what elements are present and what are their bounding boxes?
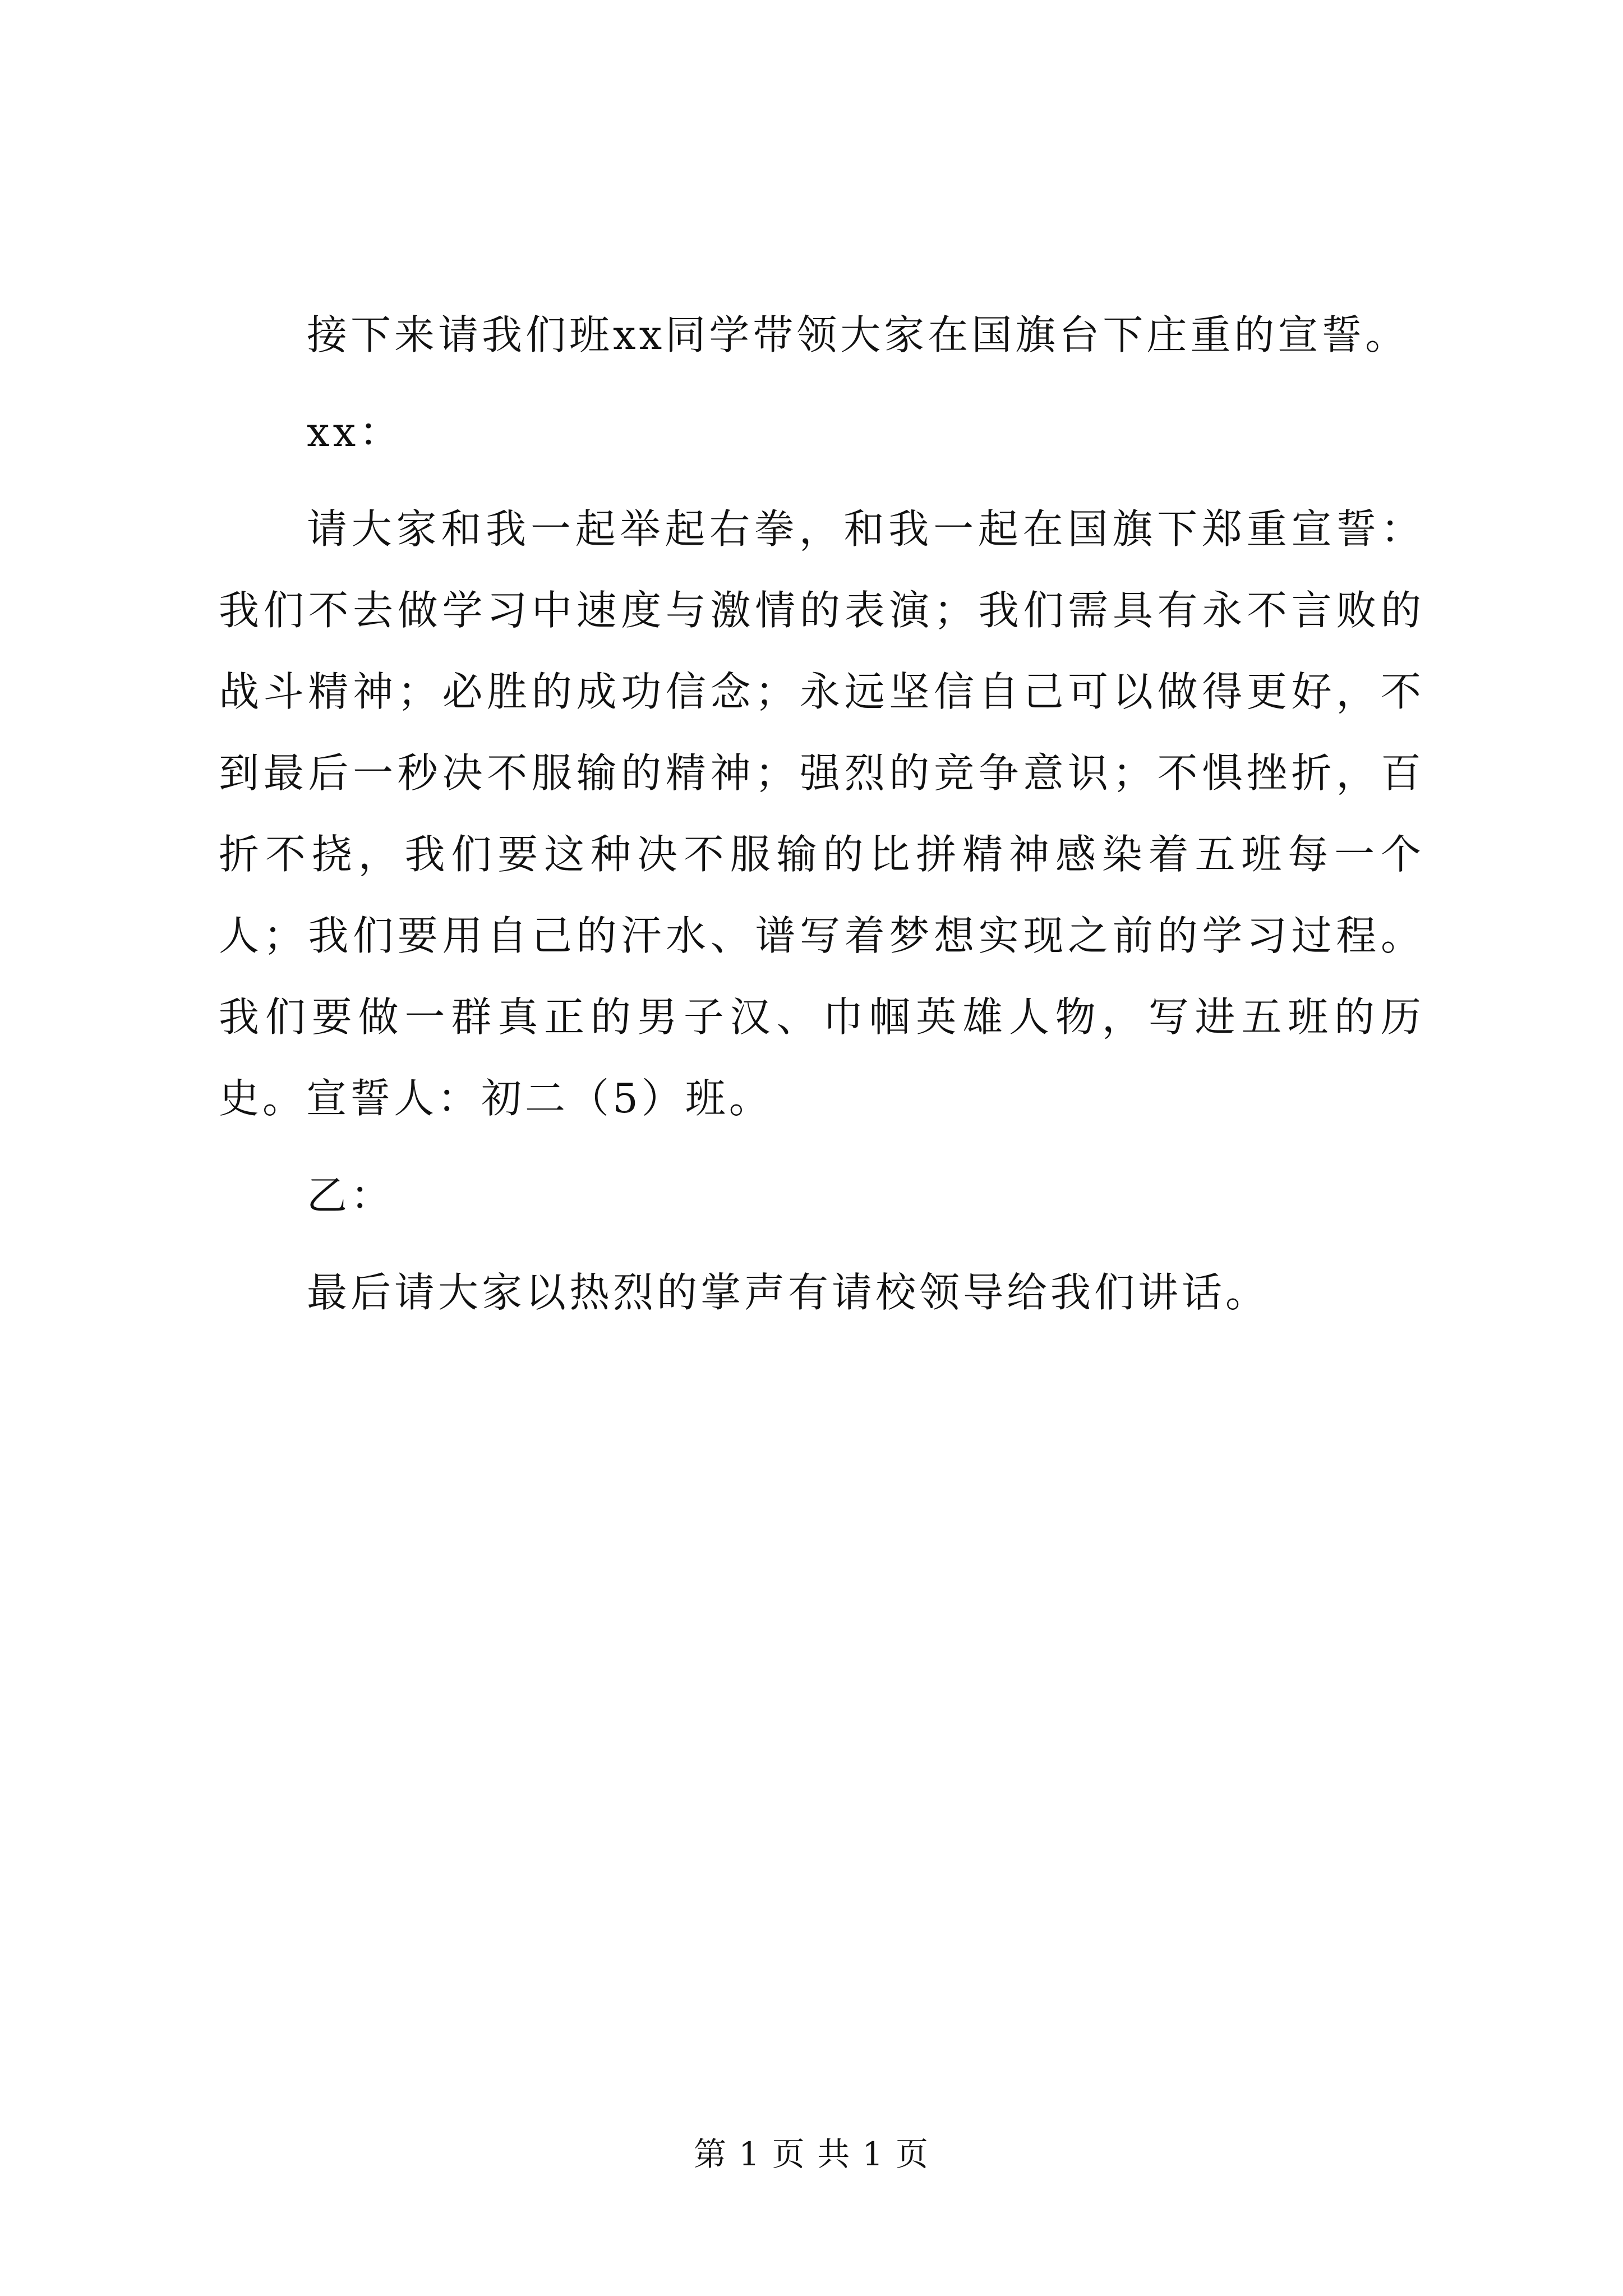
document-body <box>219 295 1424 1333</box>
paragraph-oath-intro: 接下来请我们班xx同学带领大家在国旗台下庄重的宣誓。 <box>307 311 1409 358</box>
paragraph-speaker-xx: xx： <box>307 408 403 455</box>
paragraph-speaker-yi: 乙： <box>307 1172 395 1219</box>
paragraph-oath-text: 请大家和我一起举起右拳，和我一起在国旗下郑重宣誓：我们不去做学习中速度与激情的表演；我们需具有永不言败的战斗精神；必胜的成功信念；永远坚信自己可以做得更好，不到最后一秒决不服输的精神；强烈的竞争意识；不惧挫折，百折不挠，我们要这种决不服输的比拼精神感染着五班每一个人；我们要用自己的汗水、谱写着梦想实现之前的学习过程。我们要做一群真正的男子汉、巾帼英雄人物，写进五班的历史。宣誓人：初二（5）班。 <box>219 505 1424 1122</box>
page-number-footer: 第 1 页 共 1 页 <box>694 2135 929 2173</box>
paragraph-closing: 最后请大家以热烈的掌声有请校领导给我们讲话。 <box>307 1269 1270 1316</box>
